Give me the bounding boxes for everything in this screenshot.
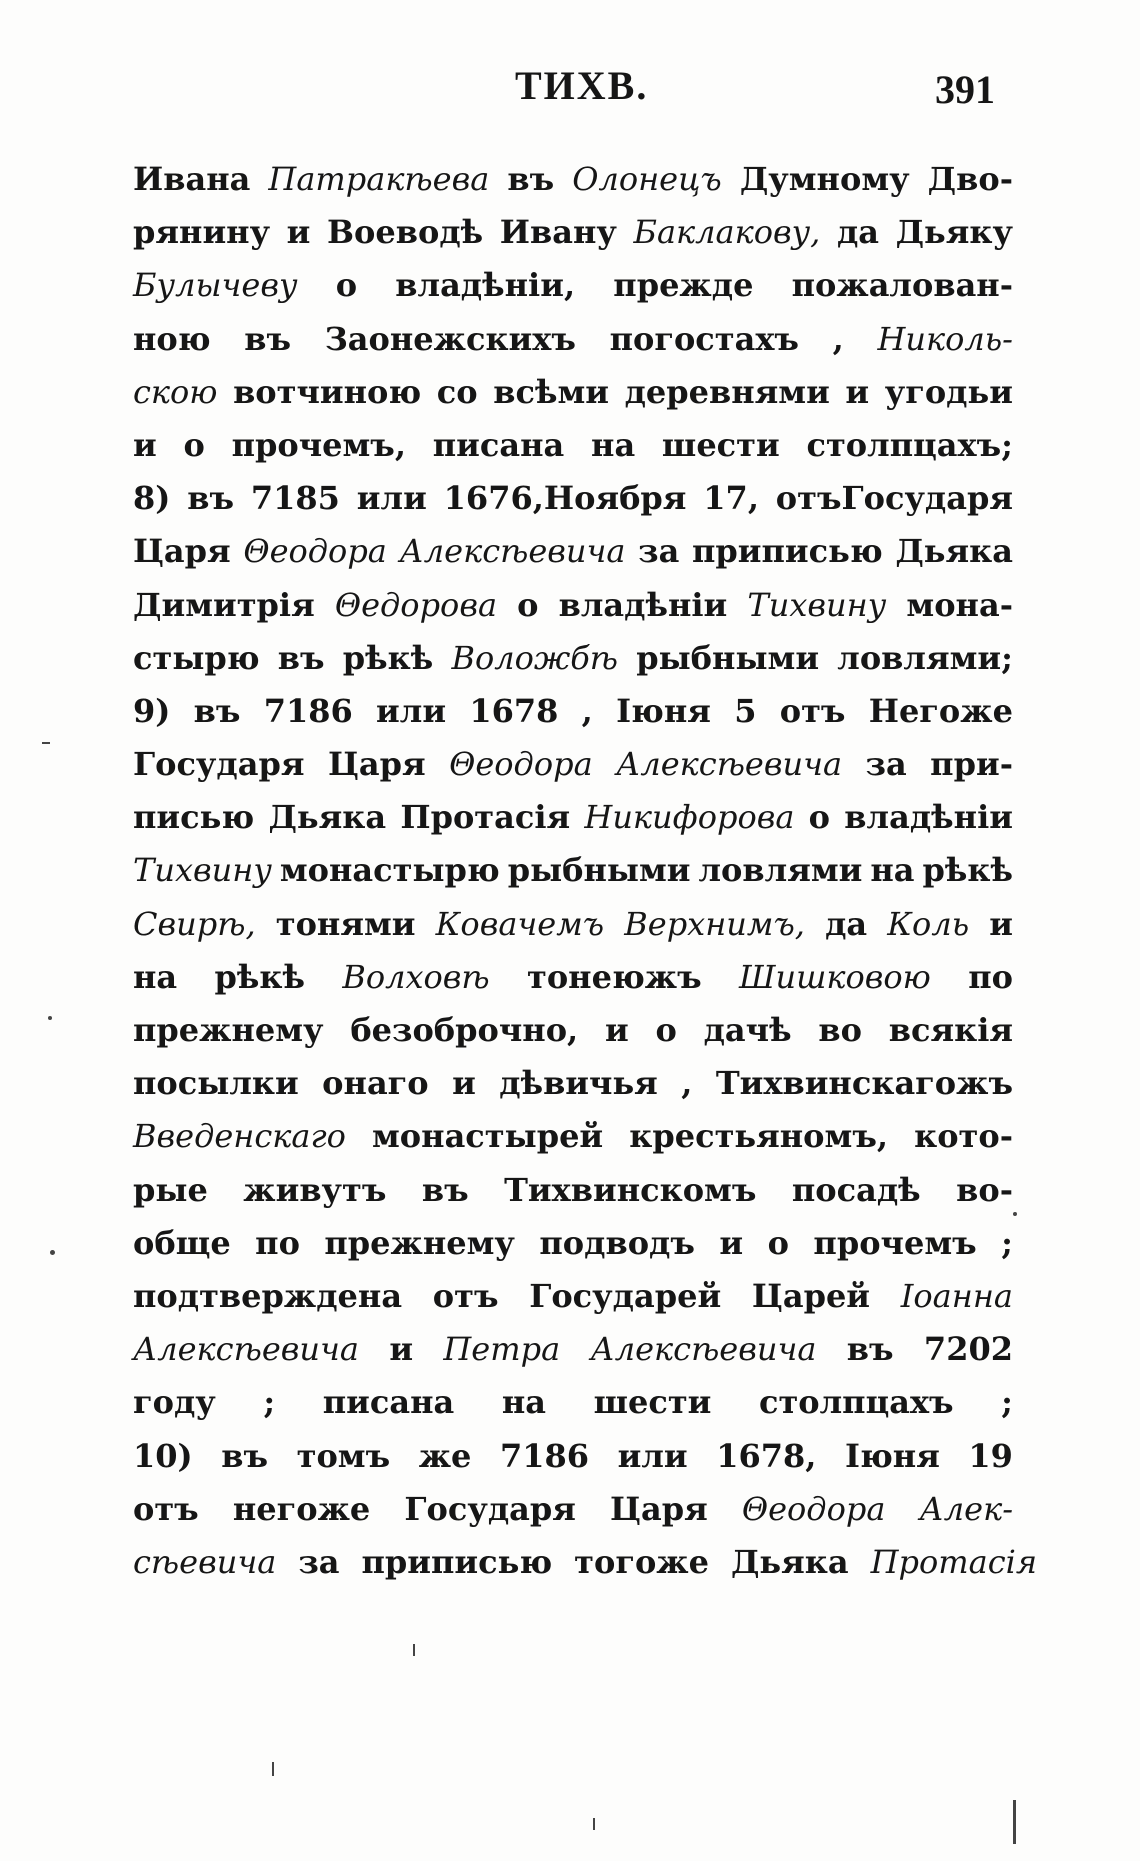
word: о [655,1011,677,1049]
word: 7185 [250,479,340,518]
word: подтверждена [133,1276,403,1315]
word: же [418,1436,472,1475]
text-line [133,639,1013,692]
text-line [133,426,1013,479]
italic-word: Олонецъ [572,160,722,198]
italic-word: Алексѣевича [616,745,843,784]
word: да [836,213,879,252]
text-line [133,1117,1013,1170]
italic-word: Булычеву [133,266,298,305]
word: , [832,319,844,358]
word: владѣніи [844,798,1013,837]
word: негоже [232,1489,371,1528]
word: Дьяка [895,532,1013,571]
word: и [989,904,1013,943]
word: Негоже [868,691,1013,730]
word: на [591,425,636,464]
word: 7186 [499,1436,590,1475]
word: да [825,904,868,943]
word: Дьяка [730,1542,849,1581]
word: ; [1001,1383,1013,1422]
word: за [865,745,907,784]
word: Дво- [927,160,1013,198]
text-line [133,160,1013,213]
word: и [719,1223,744,1262]
italic-word: Протасія [870,1542,1038,1581]
word: по [968,957,1013,996]
word: всякія [888,1011,1013,1049]
word: о [183,425,205,464]
word: Дьяку [895,213,1013,252]
text-line [133,532,1013,585]
word: подводъ [539,1223,695,1262]
word: и [604,1011,629,1049]
text-line [133,745,1013,798]
word: монастырей [372,1117,604,1156]
scan-speck [272,1762,274,1776]
text-line [133,1277,1013,1330]
italic-word: Введенскаго [133,1117,346,1156]
word: въ [846,1330,894,1369]
word: прежнему [133,1011,324,1049]
word: за [638,532,680,571]
word: , [581,691,593,730]
text-line [133,586,1013,639]
text-line [133,958,1013,1011]
word: въ [507,160,555,198]
text-line [133,1330,1013,1383]
italic-word: Θедорова [334,585,498,624]
word: Воеводѣ [327,213,484,252]
word: тонеюжъ [527,957,702,996]
word: рые [133,1170,208,1209]
italic-word: Тихвину [133,851,272,890]
word: всѣми [493,372,609,411]
word: 9) [133,691,171,730]
word: ; [263,1383,276,1422]
word: о [335,266,358,305]
word: и [389,1330,414,1369]
word: Государей [529,1276,722,1315]
word: отъГосударя [775,479,1013,518]
italic-word: Патракѣева [268,160,490,198]
italic-word: Шишковою [738,957,931,996]
word: прочемъ, [231,425,406,464]
word: и [286,213,311,252]
italic-word: Петра [443,1330,561,1369]
word: дачѣ [703,1011,792,1049]
word: вотчиною [233,372,422,411]
word: рѣкѣ [342,638,434,677]
italic-word: Баклакову, [633,213,821,252]
text-line [133,1011,1013,1064]
text-line [133,266,1013,319]
word: 17, [703,479,759,518]
scan-speck [1013,1212,1017,1216]
word: кото- [914,1117,1013,1156]
word: Іюня [844,1436,940,1475]
word: 7186 [263,691,353,730]
word: Димитрія [133,585,315,624]
word: столпцахъ; [806,425,1013,464]
word: или [356,479,427,518]
scan-speck [413,1644,415,1656]
word: о [767,1223,789,1262]
word: прочемъ [813,1223,977,1262]
page-number: 391 [935,67,995,112]
word: Государя [404,1489,576,1528]
text-line [133,798,1013,851]
text-line [133,1064,1013,1117]
word: монастырю [279,851,500,890]
word: обще [133,1223,231,1262]
word: , [681,1064,693,1103]
italic-word: Волховѣ [342,957,490,996]
italic-word: Θеодора [243,532,387,571]
word: и [133,425,157,464]
word: Протасія [400,798,571,837]
italic-word: Тихвину [747,585,887,624]
word: Думному [739,160,910,198]
word: 19 [968,1436,1013,1475]
word: рыбными [507,851,691,890]
running-head-title: ТИХВ. [515,63,649,108]
italic-word: Алексѣевича [133,1330,359,1369]
text-line [133,373,1013,426]
word: Царя [610,1489,708,1528]
word: столпцахъ [758,1383,954,1422]
text-line [133,1224,1013,1277]
word: рыбными [636,638,820,677]
word: или [617,1436,688,1475]
word: или [376,691,447,730]
italic-word: Воложбѣ [451,638,619,677]
scan-speck [48,1016,52,1020]
text-line [133,1490,1013,1543]
word: посадѣ [791,1170,921,1209]
word: шести [593,1383,712,1422]
word: въ [221,1436,269,1475]
word: ; [1001,1223,1013,1262]
word: рянину [133,213,271,252]
word: на [501,1383,546,1422]
text-line [133,692,1013,745]
word: пожалован- [791,266,1013,305]
italic-word: Николь- [877,319,1013,358]
word: угодьи [884,372,1013,411]
word: тонями [275,904,416,943]
word: безоброчно, [350,1011,579,1049]
word: Ивана [133,160,251,198]
word: прежнему [324,1223,515,1262]
word: посылки [133,1064,299,1103]
word: со [436,372,478,411]
word: приписью [691,532,883,571]
word: 5 [734,691,757,730]
text-line [133,320,1013,373]
word: писью [133,798,255,837]
word: живутъ [243,1170,387,1209]
word: отъ [779,691,846,730]
word: Тихвинскомъ [504,1170,757,1209]
word: отъ [133,1489,199,1528]
italic-word: Алексѣевича [399,532,626,571]
word: 7202 [923,1330,1013,1369]
word: въ [277,638,325,677]
word: въ [421,1170,469,1209]
word: о [517,585,539,624]
word: за [298,1542,340,1581]
word: и [845,372,870,411]
body-text [133,160,1038,1596]
word: ною [133,319,211,358]
word: Дьяка [268,798,387,837]
word: мона- [906,585,1013,624]
text-line [133,905,1013,958]
scan-speck [50,1250,55,1255]
word: томъ [296,1436,391,1475]
italic-word: Ковачемъ [435,904,605,943]
word: отъ [432,1276,499,1315]
word: на [133,957,178,996]
word: владѣніи, [395,266,576,305]
word: 8) [133,479,171,518]
word: Царя [133,532,231,571]
word: шести [661,425,780,464]
word: Царей [751,1276,871,1315]
text-line [133,479,1013,532]
italic-word: Алек- [919,1489,1013,1528]
italic-word: Верхнимъ, [624,904,805,943]
word: рѣкѣ [922,851,1013,890]
word: приписью [361,1542,553,1581]
word: о [808,798,831,837]
word: 10) [133,1436,193,1475]
word: во- [956,1170,1013,1209]
text-line [133,213,1013,266]
word: стырю [133,638,260,677]
text-line [133,1383,1013,1436]
italic-word: Коль [887,904,970,943]
word: Тихвинскагожъ [715,1064,1013,1103]
word: въ [244,319,292,358]
word: рѣкѣ [214,957,305,996]
word: крестьяномъ, [629,1117,888,1156]
word: въ [187,479,235,518]
word: году [133,1383,216,1422]
word: ловлями [698,851,863,890]
word: Іюня [616,691,711,730]
text-line [133,1542,1038,1596]
italic-word: Іоанна [900,1276,1013,1315]
word: по [255,1223,300,1262]
text-line [133,851,1013,904]
scan-speck [42,742,50,744]
italic-word: Θеодора [741,1489,886,1528]
word: Заонежскихъ [324,319,576,358]
word: погостахъ [609,319,799,358]
word: владѣніи [558,585,728,624]
word: во [818,1011,862,1049]
word: Царя [327,745,426,784]
word: дѣвичья [499,1064,658,1103]
word: въ [193,691,241,730]
word: 1678, [716,1436,817,1475]
italic-word: Никифорова [584,798,795,837]
text-line [133,1171,1013,1224]
word: 1678 [469,691,559,730]
italic-word: Свирѣ, [133,904,256,943]
word: 1676,Ноября [443,479,687,518]
word: Ивану [499,213,617,252]
word: тогоже [574,1542,709,1581]
word: Государя [133,745,305,784]
italic-word: сѣевича [133,1542,277,1581]
word: и [452,1064,476,1103]
word: ловлями; [837,638,1013,677]
word: писана [432,425,565,464]
text-line [133,1437,1013,1490]
word: деревнями [624,372,830,411]
word: при- [930,745,1013,784]
italic-word: Θеодора [449,745,593,784]
running-head [0,58,1140,118]
scan-mark [1013,1800,1016,1844]
italic-word: Алексѣевича [590,1330,817,1369]
scan-speck [593,1818,595,1830]
italic-word: скою [133,372,218,411]
word: писана [322,1383,455,1422]
word: прежде [613,266,754,305]
word: онаго [322,1064,429,1103]
word: на [870,851,915,890]
